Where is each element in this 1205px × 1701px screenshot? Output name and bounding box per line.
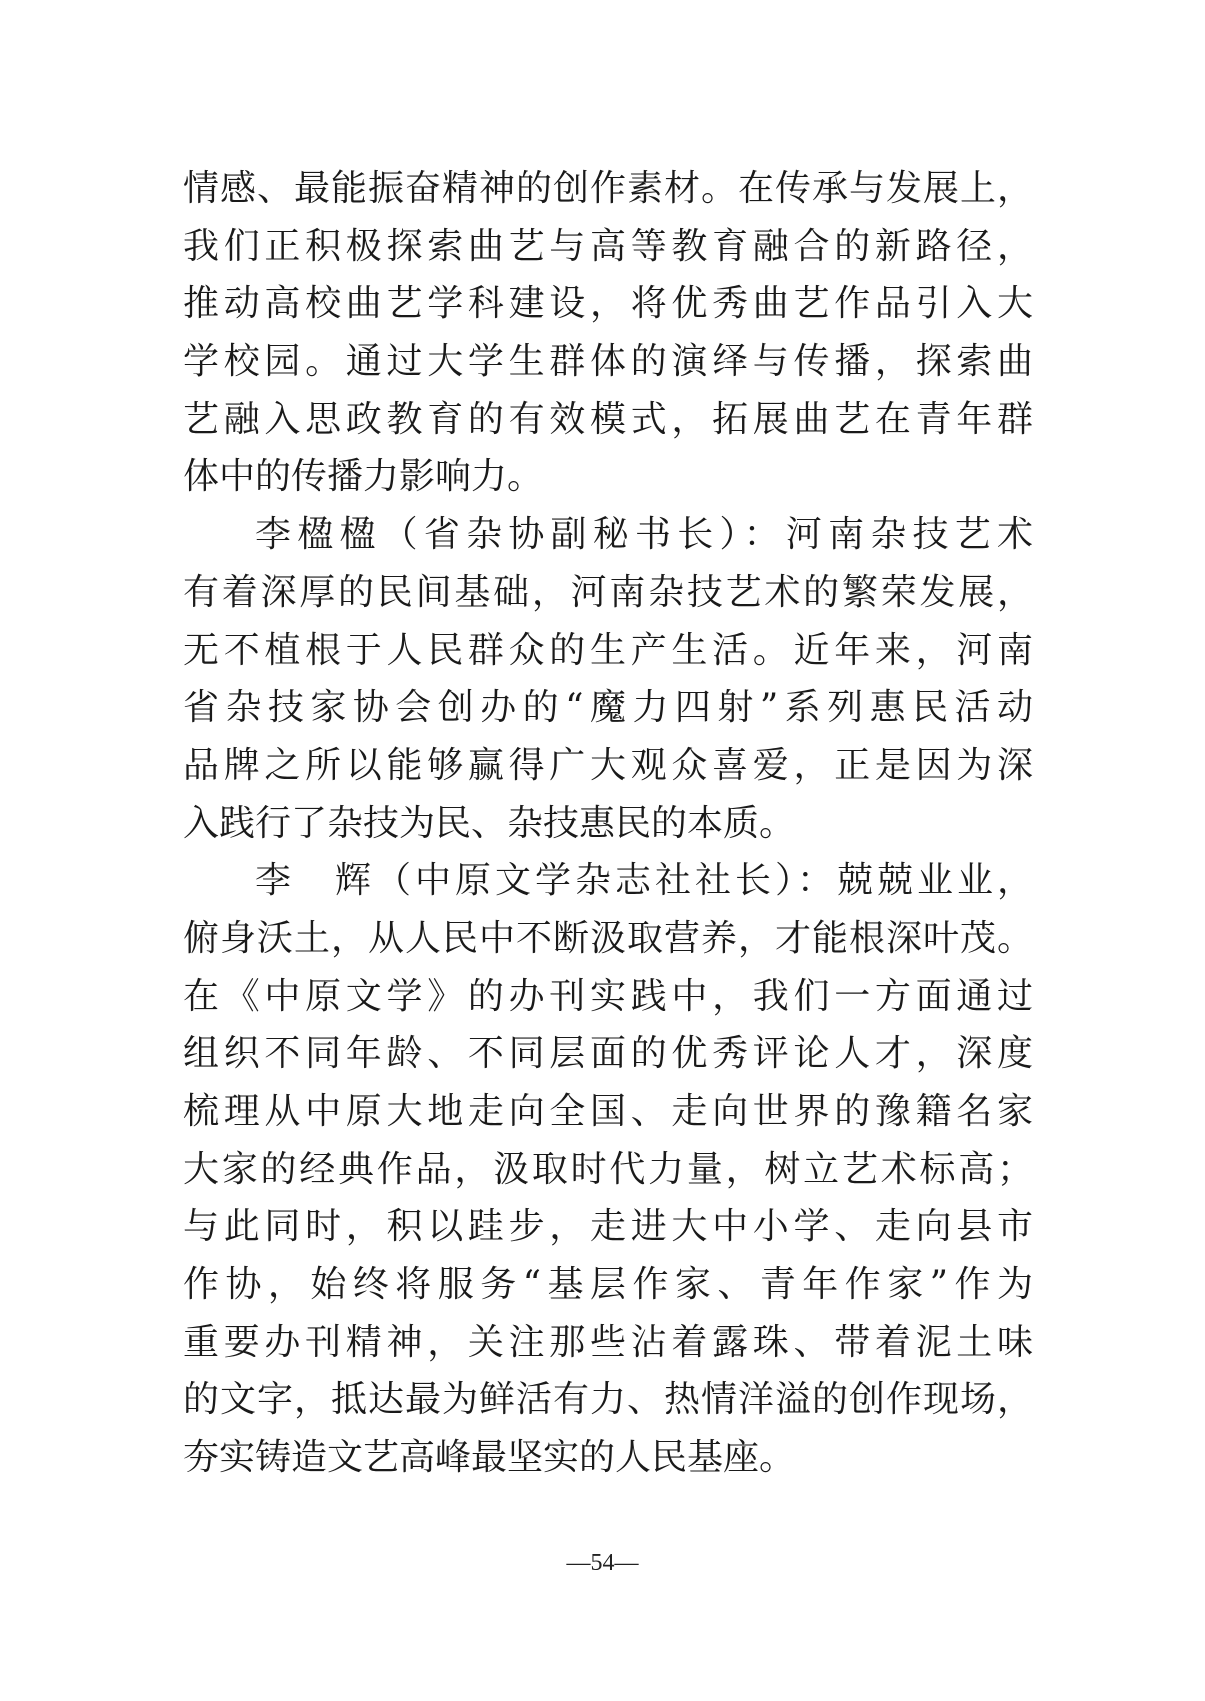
text-line: 我们正积极探索曲艺与高等教育融合的新路径，	[183, 225, 1033, 267]
text-line: 的文字，抵达最为鲜活有力、热情洋溢的创作现场，	[183, 1379, 1033, 1421]
text-line: 组织不同年龄、不同层面的优秀评论人才，深度	[183, 1033, 1033, 1075]
text-line: 推动高校曲艺学科建设，将优秀曲艺作品引入大	[183, 283, 1033, 325]
text-line: 无不植根于人民群众的生产生活。近年来，河南	[183, 629, 1033, 671]
text-line: 俯身沃土，从人民中不断汲取营养，才能根深叶茂。	[183, 917, 1033, 959]
body-text	[183, 160, 1033, 1487]
speaker-line: 李楹楹（省杂协副秘书长）：河南杂技艺术	[255, 514, 1033, 556]
text-line: 重要办刊精神，关注那些沾着露珠、带着泥土味	[183, 1321, 1033, 1363]
text-line: 大家的经典作品，汲取时代力量，树立艺术标高；	[183, 1148, 1033, 1190]
text-line: 省杂技家协会创办的“魔力四射”系列惠民活动	[183, 687, 1033, 729]
text-line: 在《中原文学》的办刊实践中，我们一方面通过	[183, 975, 1033, 1017]
text-line: 梳理从中原大地走向全国、走向世界的豫籍名家	[183, 1091, 1033, 1132]
text-line: 有着深厚的民间基础，河南杂技艺术的繁荣发展，	[183, 571, 1033, 613]
text-line: 艺融入思政教育的有效模式，拓展曲艺在青年群	[183, 398, 1033, 440]
page-number: —54—	[566, 1550, 639, 1576]
text-line: 夯实铸造文艺高峰最坚实的人民基座。	[183, 1437, 796, 1479]
text-line: 情感、最能振奋精神的创作素材。在传承与发展上，	[183, 168, 1033, 209]
text-line: 与此同时，积以跬步，走进大中小学、走向县市	[183, 1206, 1033, 1248]
text-line: 体中的传播力影响力。	[183, 456, 544, 498]
text-line: 学校园。通过大学生群体的演绎与传播，探索曲	[183, 341, 1033, 383]
text-line: 作协，始终将服务“基层作家、青年作家”作为	[183, 1264, 1033, 1306]
speaker-line: 李 辉（中原文学杂志社社长）：兢兢业业，	[255, 860, 1033, 902]
text-line: 品牌之所以能够赢得广大观众喜爱，正是因为深	[183, 744, 1033, 786]
text-line: 入践行了杂技为民、杂技惠民的本质。	[183, 802, 796, 844]
